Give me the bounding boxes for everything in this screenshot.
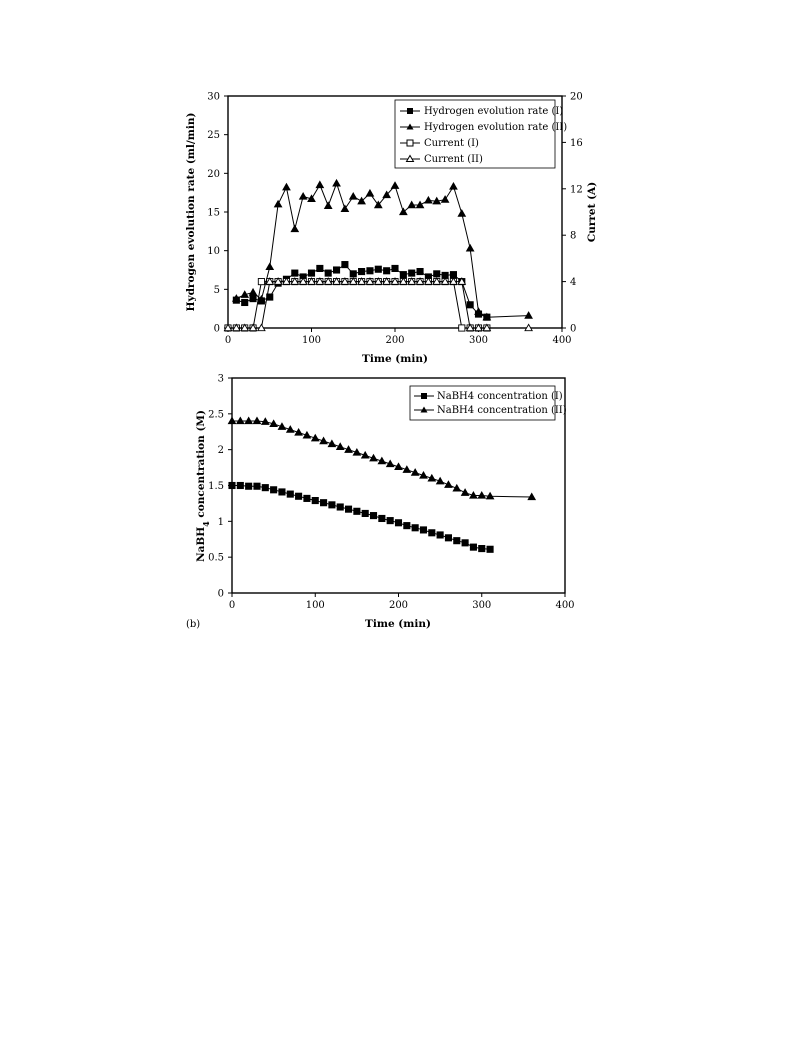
legend-label: Current (II)	[424, 154, 483, 165]
y2-axis-label: Curret (A)	[586, 181, 598, 243]
data-point	[296, 493, 302, 499]
data-point	[308, 270, 314, 276]
data-point	[454, 538, 460, 544]
data-point	[237, 482, 243, 488]
x-tick-label: 0	[228, 600, 236, 611]
data-point	[246, 483, 252, 489]
y-tick-label: 0	[217, 588, 224, 600]
y-tick-label: 1	[217, 516, 224, 528]
data-point	[320, 500, 326, 506]
data-point	[287, 491, 293, 497]
legend	[410, 386, 567, 420]
data-point	[470, 544, 476, 550]
data-point	[417, 268, 423, 274]
y-tick-label: 3	[217, 373, 224, 385]
data-point	[242, 299, 248, 305]
data-point	[337, 504, 343, 510]
data-point	[342, 261, 348, 267]
data-point	[359, 268, 365, 274]
data-point	[250, 296, 256, 302]
y-tick-label: 2	[217, 445, 224, 457]
data-point	[317, 265, 323, 271]
data-point	[467, 302, 473, 308]
y-tick-label: 25	[207, 130, 220, 142]
data-point	[429, 530, 435, 536]
data-point	[479, 545, 485, 551]
data-point	[462, 540, 468, 546]
filled-square-icon	[421, 393, 427, 399]
data-point	[362, 510, 368, 516]
data-point	[229, 482, 235, 488]
y-axis-label-rest: concentration (M)	[195, 409, 207, 522]
y-tick-label: 15	[207, 207, 220, 219]
data-point	[304, 495, 310, 501]
y2-tick-label: 20	[570, 91, 583, 103]
data-point	[404, 523, 410, 529]
legend-label: NaBH4 concentration (II)	[437, 405, 567, 416]
y-tick-label: 20	[207, 168, 220, 180]
x-tick-label: 300	[468, 335, 489, 346]
x-tick-label: 400	[555, 600, 575, 611]
data-point	[379, 515, 385, 521]
y2-tick-label: 8	[570, 230, 577, 242]
x-tick-label: 0	[224, 335, 232, 346]
data-point	[420, 527, 426, 533]
x-tick-label: 300	[472, 600, 492, 611]
legend-label: Current (I)	[424, 138, 479, 149]
data-point	[262, 485, 268, 491]
legend-entry-h2-I	[400, 106, 563, 117]
y-tick-label: 0	[213, 323, 220, 335]
y-tick-label: 0.5	[208, 552, 224, 564]
y2-tick-label: 4	[570, 277, 577, 289]
y2-tick-label: 12	[570, 184, 583, 196]
data-point	[384, 268, 390, 274]
data-point	[392, 265, 398, 271]
data-point	[258, 279, 264, 285]
y-axis-label-main: NaBH	[195, 526, 207, 563]
y-axis-label-subscript: 4	[201, 521, 211, 527]
data-point	[434, 271, 440, 277]
data-point	[292, 270, 298, 276]
legend-label: Hydrogen evolution rate (II)	[424, 122, 568, 133]
data-point	[333, 267, 339, 273]
x-tick-label: 100	[301, 335, 322, 346]
legend-label: NaBH4 concentration (I)	[437, 391, 563, 402]
y-axis-label: Hydrogen evolution rate (ml/min)	[185, 112, 197, 312]
legend	[395, 100, 567, 168]
open-square-icon	[407, 140, 413, 146]
data-point	[279, 489, 285, 495]
data-point	[450, 272, 456, 278]
data-point	[329, 502, 335, 508]
data-point	[459, 325, 465, 331]
data-point	[487, 546, 493, 552]
x-tick-label: 400	[552, 335, 572, 346]
data-point	[409, 270, 415, 276]
data-point	[387, 518, 393, 524]
data-point	[370, 513, 376, 519]
data-point	[254, 483, 260, 489]
panel-label: (b)	[186, 619, 201, 630]
data-point	[445, 535, 451, 541]
y-tick-label: 5	[213, 284, 220, 296]
data-point	[271, 487, 277, 493]
data-point	[345, 506, 351, 512]
legend-entry-nabh4-I	[414, 391, 563, 402]
x-axis-label: Time (min)	[365, 618, 431, 630]
y-tick-label: 30	[207, 91, 220, 103]
data-point	[350, 271, 356, 277]
filled-square-icon	[407, 108, 413, 114]
data-point	[400, 272, 406, 278]
data-point	[367, 268, 373, 274]
x-tick-label: 200	[385, 335, 405, 346]
legend-entry-h2-II	[400, 122, 567, 133]
y-tick-label: 1.5	[208, 481, 224, 492]
y2-tick-label: 0	[570, 323, 577, 335]
y-tick-label: 10	[207, 246, 220, 258]
x-tick-label: 200	[388, 600, 409, 611]
data-point	[412, 525, 418, 531]
legend-entry-nabh4-II	[414, 405, 567, 416]
data-point	[395, 520, 401, 526]
y-tick-label: 2.5	[208, 409, 224, 421]
x-tick-label: 100	[305, 600, 325, 611]
x-axis-label: Time (min)	[362, 353, 428, 365]
legend-label: Hydrogen evolution rate (I)	[424, 106, 564, 117]
data-point	[375, 266, 381, 272]
data-point	[437, 532, 443, 538]
data-point	[354, 508, 360, 514]
data-point	[312, 497, 318, 503]
y2-tick-label: 16	[570, 137, 583, 149]
data-point	[325, 270, 331, 276]
